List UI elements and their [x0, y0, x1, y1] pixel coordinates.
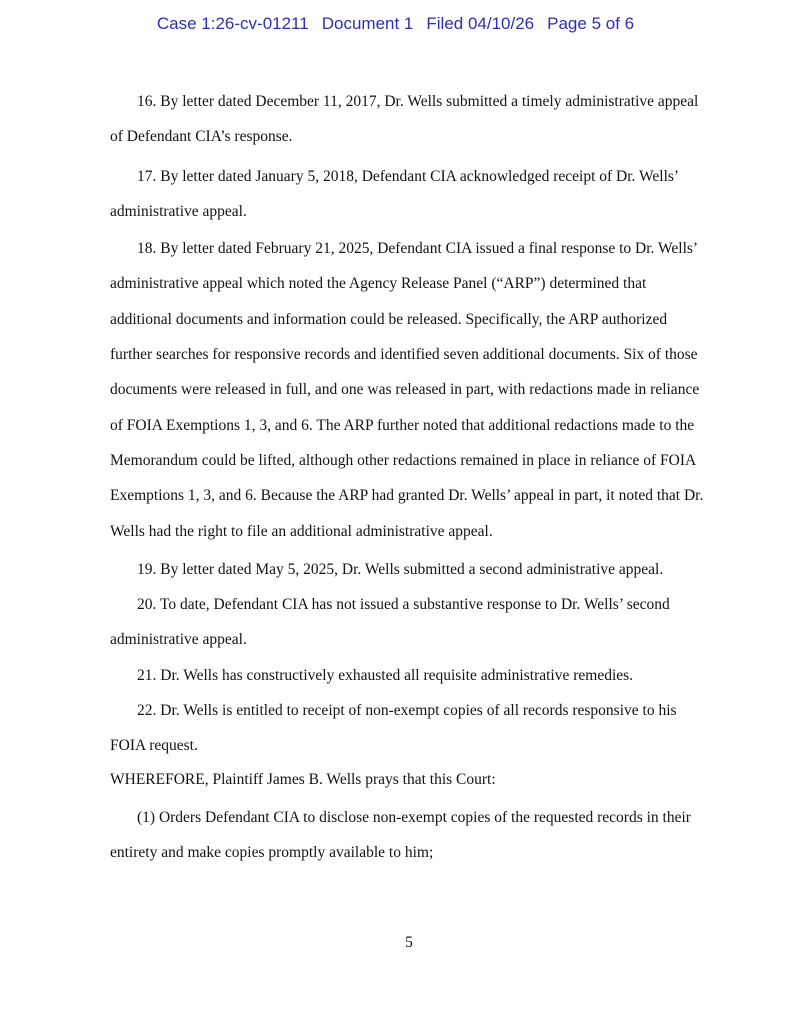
page-footer [110, 934, 708, 952]
document-number: Document 1 [321, 14, 414, 33]
paragraph: 16. By letter dated December 11, 2017, Dr. Wells submitted a timely administrative appeal of Defendant CIA’s response. [110, 93, 699, 146]
paragraph: 19. By letter dated May 5, 2025, Dr. Wells submitted a second administrative appeal. [137, 560, 664, 578]
paragraph: WHEREFORE, Plaintiff James B. Wells prays that this Court: [110, 770, 496, 788]
paragraph: 21. Dr. Wells has constructively exhausted all requisite administrative remedies. [137, 666, 634, 684]
paragraph: 17. By letter dated January 5, 2018, Defendant CIA acknowledged receipt of Dr. Wells’ administrative appeal. [110, 167, 678, 220]
filed-date: Filed 04/10/26 [426, 14, 535, 33]
document-body [110, 84, 708, 871]
paragraph: 22. Dr. Wells is entitled to receipt of non-exempt copies of all records responsive to his FOIA request. [110, 702, 677, 755]
case-number: Case 1:26-cv-01211 [156, 14, 309, 33]
page-indicator: Page 5 of 6 [547, 14, 635, 33]
paragraph: 20. To date, Defendant CIA has not issued a substantive response to Dr. Wells’ second administrative appeal. [110, 596, 670, 649]
paragraph: 18. By letter dated February 21, 2025, Defendant CIA issued a final response to Dr. Wells’ administrative appeal which noted the Agency Release Panel (“ARP”) determined that additional documents and information could be released. Specifically, the ARP authorized further searches for responsive records and identified seven additional documents. Six of those documents were released in full, and one was released in part, with redactions made in reliance of FOIA Exemptions 1, 3, and 6. The ARP further noted that additional redactions made to the Memorandum could be lifted, although other redactions remained in place in reliance of FOIA Exemptions 1, 3, and 6. Because the ARP had granted Dr. Wells’ appeal in part, it noted that Dr. Wells had the right to file an additional administrative appeal. [110, 240, 704, 540]
paragraph: (1) Orders Defendant CIA to disclose non-exempt copies of the requested records in their entirety and make copies promptly available to him; [110, 808, 691, 862]
ecf-stamp-header [0, 15, 791, 33]
page-number: 5 [405, 934, 413, 951]
